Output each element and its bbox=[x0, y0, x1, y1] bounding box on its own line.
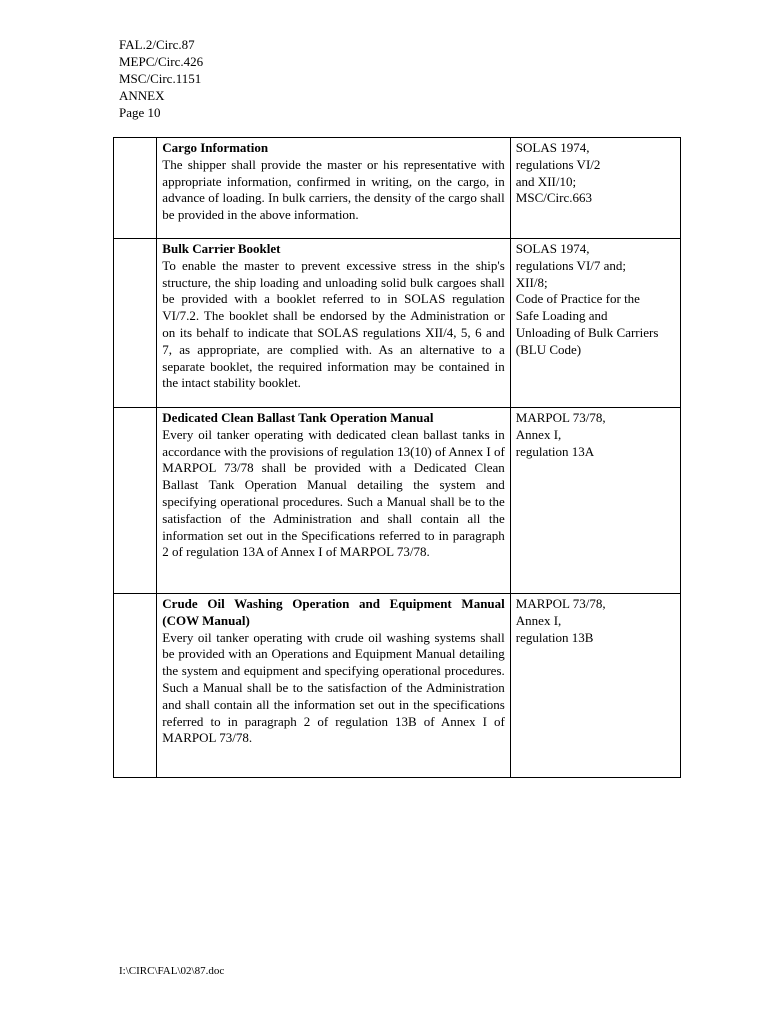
reference-line: SOLAS 1974, bbox=[515, 241, 590, 256]
reference-line: Annex I, bbox=[515, 612, 562, 628]
reference-line: XII/8; bbox=[515, 274, 548, 290]
table-row bbox=[114, 408, 681, 594]
file-path-footer: I:\CIRC\FAL\02\87.doc bbox=[119, 965, 225, 977]
table-row bbox=[114, 138, 681, 239]
header-msc-reference: MSC/Circ.1151 bbox=[119, 71, 202, 86]
reference-line: SOLAS 1974, bbox=[515, 140, 590, 155]
table-row bbox=[114, 239, 681, 408]
reference-line: and XII/10; bbox=[515, 173, 577, 189]
requirement-cell bbox=[157, 138, 510, 239]
row-number-cell bbox=[114, 239, 157, 408]
row-number-cell bbox=[114, 594, 157, 778]
reference-line: Annex I, bbox=[515, 426, 562, 442]
requirement-title: Dedicated Clean Ballast Tank Operation Manual bbox=[162, 410, 434, 425]
reference-line: Unloading of Bulk Carriers bbox=[515, 324, 659, 340]
table-row bbox=[114, 594, 681, 778]
requirement-cell bbox=[157, 239, 510, 408]
header-annex-label: ANNEX bbox=[119, 88, 165, 103]
requirement-cell bbox=[157, 408, 510, 594]
reference-cell bbox=[510, 408, 680, 594]
requirement-cell bbox=[157, 594, 510, 778]
requirement-title: Crude Oil Washing Operation and Equipment Manual (COW Manual) bbox=[162, 596, 505, 628]
header-mepc-reference: MEPC/Circ.426 bbox=[119, 54, 204, 69]
reference-cell bbox=[510, 138, 680, 239]
reference-line: Code of Practice for the bbox=[515, 291, 640, 307]
row-number-cell bbox=[114, 138, 157, 239]
requirement-text: Every oil tanker operating with dedicated clean ballast tanks in accordance with the provisions of regulation 13(10) of Annex I of MARPOL 73/78 shall be provided with a Dedicated Clean Ballast Tank Operation Manual detailing the system and specifying operational procedures. Such a Manual shall be to the satisfaction of the Administration and shall contain all the information set out in the Specifications referred to in paragraph 2 of regulation 13A of Annex I of MARPOL 73/78. bbox=[162, 426, 505, 560]
requirement-text: Every oil tanker operating with crude oil washing systems shall be provided with an Operations and Equipment Manual detailing the system and equipment and specifying operational procedures. Such a Manual shall be to the satisfaction of the Administration and shall contain all the information set out in the specifications referred to in paragraph 2 of regulation 13B of Annex I of MARPOL 73/78. bbox=[162, 629, 505, 746]
requirements-table bbox=[113, 137, 681, 778]
requirement-title: Bulk Carrier Booklet bbox=[162, 241, 281, 256]
reference-line: MARPOL 73/78, bbox=[515, 410, 606, 425]
reference-line: MSC/Circ.663 bbox=[515, 190, 592, 206]
document-header bbox=[119, 36, 203, 121]
reference-cell bbox=[510, 594, 680, 778]
requirement-text: The shipper shall provide the master or his representative with appropriate information, confirmed in writing, on the cargo, in advance of loading. In bulk carriers, the density of the cargo shall be provided in the above information. bbox=[162, 156, 505, 223]
row-number-cell bbox=[114, 408, 157, 594]
requirement-title: Cargo Information bbox=[162, 140, 269, 155]
reference-line: MARPOL 73/78, bbox=[515, 596, 606, 611]
reference-line: regulations VI/7 and; bbox=[515, 257, 627, 273]
reference-line: regulation 13B bbox=[515, 629, 594, 645]
reference-line: Safe Loading and bbox=[515, 308, 608, 324]
header-page-number: Page 10 bbox=[119, 105, 161, 120]
reference-line: (BLU Code) bbox=[515, 341, 582, 357]
header-fal-reference: FAL.2/Circ.87 bbox=[119, 37, 195, 52]
reference-cell bbox=[510, 239, 680, 408]
requirement-text: To enable the master to prevent excessive stress in the ship's structure, the ship loading and unloading solid bulk cargoes shall be provided with a booklet referred to in SOLAS regulation VI/7.2. The booklet shall be endorsed by the Administration or on its behalf to indicate that SOLAS regulations XII/4, 5, 6 and 7, as appropriate, are complied with. As an alternative to a separate booklet, the required information may be contained in the intact stability booklet. bbox=[162, 257, 505, 391]
reference-line: regulations VI/2 bbox=[515, 156, 601, 172]
reference-line: regulation 13A bbox=[515, 443, 595, 459]
